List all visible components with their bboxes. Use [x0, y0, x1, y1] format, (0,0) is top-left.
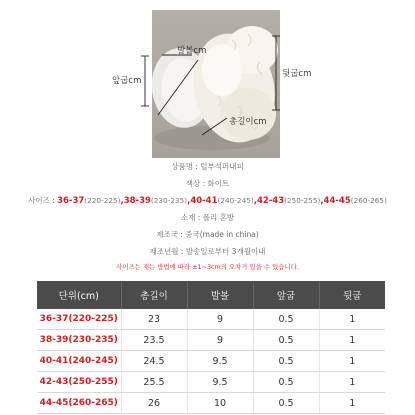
size-option: 40-41	[190, 196, 218, 206]
ball-width-cell: 9.5	[187, 351, 253, 372]
header-total-length: 총길이	[121, 281, 187, 309]
size-cell: 40-41(240-245)	[37, 351, 121, 372]
total-length-cell: 23.5	[121, 330, 187, 351]
size-option: 44-45	[323, 196, 351, 206]
size-cell: 38-39(230-235)	[37, 330, 121, 351]
size-mm: (230-235)	[150, 196, 188, 205]
ball-width-cell: 9	[187, 330, 253, 351]
ball-width-cell: 9	[187, 309, 253, 330]
heel-height-cell: 1	[319, 351, 385, 372]
header-ball-width: 발볼	[187, 281, 253, 309]
front-height-cell: 0.5	[253, 330, 319, 351]
table-row	[37, 372, 385, 393]
table-header-row	[37, 281, 385, 309]
size-cell: 44-45(260-265)	[37, 393, 121, 414]
header-front-height: 앞굽	[253, 281, 319, 309]
header-heel-height: 뒷굽	[319, 281, 385, 309]
product-name: 상품명 : 털부석퍼내피	[171, 162, 244, 171]
front-height-label: 앞굽cm	[112, 76, 142, 86]
total-length-cell: 24.5	[121, 351, 187, 372]
size-cell: 42-43(250-255)	[37, 372, 121, 393]
front-height-cell: 0.5	[253, 372, 319, 393]
heel-height-cell: 1	[319, 330, 385, 351]
size-option: 38-39	[123, 196, 151, 206]
heel-height-cell: 1	[319, 309, 385, 330]
table-row	[37, 309, 385, 330]
table-row	[37, 330, 385, 351]
ball-width-label: 발볼cm	[177, 46, 207, 56]
header-unit: 단위(cm)	[37, 281, 121, 309]
product-color: 색상 : 화이트	[185, 179, 230, 188]
heel-height-label: 뒷굽cm	[282, 69, 312, 79]
product-sizes: 사이즈 : 36-37(220-225),38-39(230-235),40-41(240-245),42-43(250-255),44-45(260-265)	[28, 196, 387, 206]
total-length-label: 총길이cm	[229, 117, 267, 127]
sizes-prefix: 사이즈 :	[28, 196, 58, 205]
ball-width-cell: 9.5	[187, 372, 253, 393]
heel-height-cell: 1	[319, 372, 385, 393]
table-row	[37, 351, 385, 372]
size-mm: (240-245)	[217, 196, 254, 205]
size-mm: (250-255)	[284, 196, 321, 205]
heel-height-cell: 1	[319, 393, 385, 414]
table-row	[37, 393, 385, 414]
size-mm: (260-265)	[350, 196, 387, 205]
total-length-cell: 26	[121, 393, 187, 414]
ball-width-cell: 10	[187, 393, 253, 414]
product-material: 소재 : 폴리 혼방	[180, 213, 235, 222]
size-option: 42-43	[256, 196, 285, 206]
front-height-cell: 0.5	[253, 351, 319, 372]
front-height-cell: 0.5	[253, 309, 319, 330]
front-height-cell: 0.5	[253, 393, 319, 414]
total-length-cell: 25.5	[121, 372, 187, 393]
size-cell: 36-37(220-225)	[37, 309, 121, 330]
total-length-cell: 23	[121, 309, 187, 330]
product-origin: 제조국 : 중국(made in china)	[156, 230, 259, 239]
size-option: 36-37	[57, 196, 85, 206]
product-manufacture-date: 제조년월 : 발송일로부터 3개월이내	[149, 247, 266, 256]
size-notice: 사이즈는 재는 방법에 따라 ±1~3cm의 오차가 있을 수 있습니다.	[116, 263, 299, 271]
size-mm: (220-225)	[84, 196, 121, 205]
size-table	[37, 281, 385, 414]
